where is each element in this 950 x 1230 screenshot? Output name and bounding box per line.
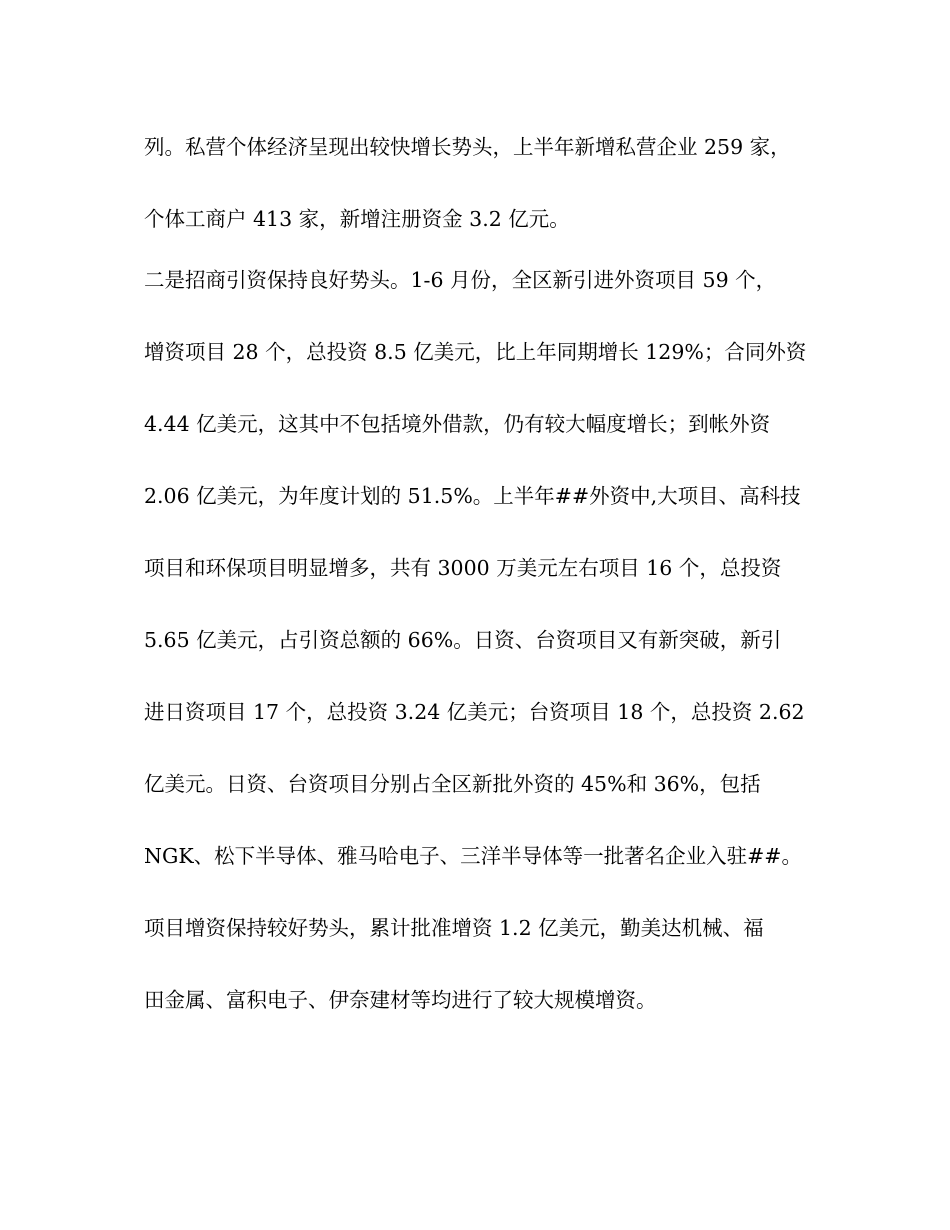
text-line-5: 4.44 亿美元，这其中不包括境外借款，仍有较大幅度增长；到帐外资 xyxy=(144,412,771,436)
text-line-13: 田金属、富积电子、伊奈建材等均进行了较大规模增资。 xyxy=(144,988,657,1012)
text-line-10: 亿美元。日资、台资项目分别占全区新批外资的 45%和 36%，包括 xyxy=(144,772,761,796)
text-line-6: 2.06 亿美元，为年度计划的 51.5%。上半年##外资中,大项目、高科技 xyxy=(144,484,801,508)
text-line-12: 项目增资保持较好势头，累计批准增资 1.2 亿美元，勤美达机械、福 xyxy=(144,916,764,940)
text-line-3: 二是招商引资保持良好势头。1-6 月份，全区新引进外资项目 59 个， xyxy=(144,268,777,292)
text-line-7: 项目和环保项目明显增多，共有 3000 万美元左右项目 16 个，总投资 xyxy=(144,556,782,580)
text-line-9: 进日资项目 17 个，总投资 3.24 亿美元；台资项目 18 个，总投资 2.62 xyxy=(144,700,805,724)
text-line-8: 5.65 亿美元，占引资总额的 66%。日资、台资项目又有新突破，新引 xyxy=(144,628,782,652)
text-line-11: NGK、松下半导体、雅马哈电子、三洋半导体等一批著名企业入驻##。 xyxy=(144,844,802,868)
text-line-4: 增资项目 28 个，总投资 8.5 亿美元，比上年同期增长 129%；合同外资 xyxy=(144,340,807,364)
text-line-2: 个体工商户 413 家，新增注册资金 3.2 亿元。 xyxy=(144,207,570,231)
text-line-1: 列。私营个体经济呈现出较快增长势头，上半年新增私营企业 259 家， xyxy=(144,135,791,159)
